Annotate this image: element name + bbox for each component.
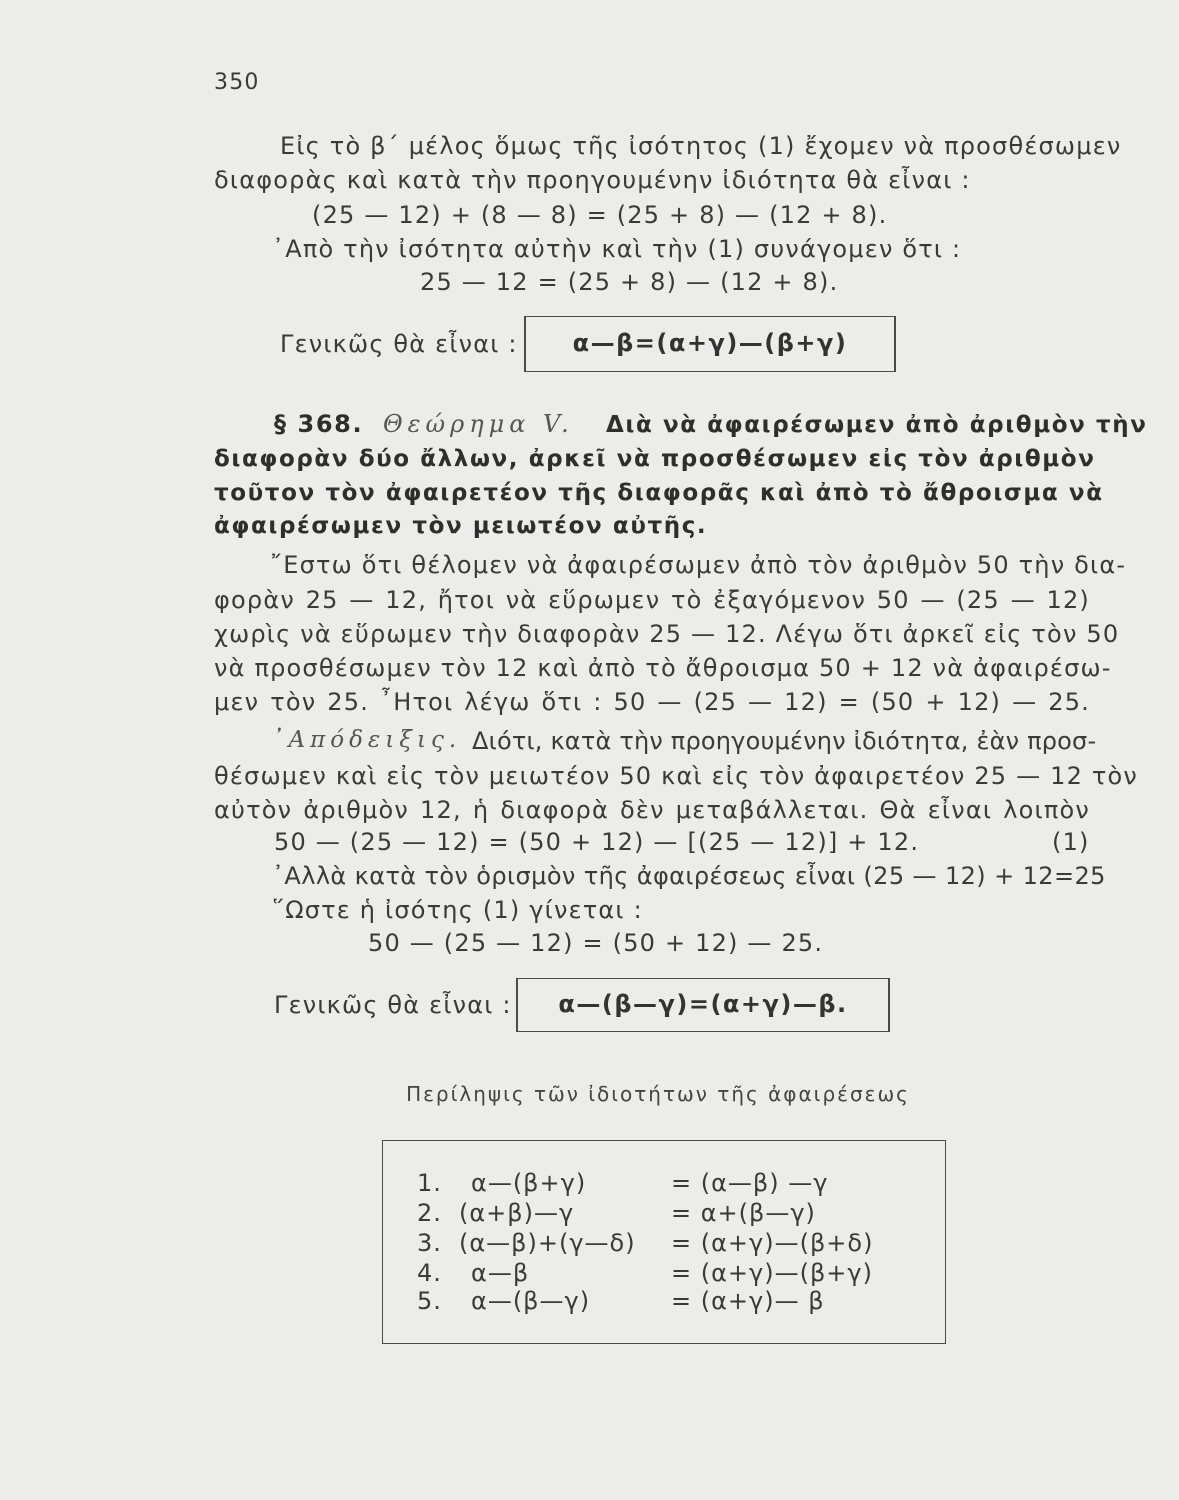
summary-row-4-left: α—β — [471, 1259, 530, 1287]
theorem-number: § 368. — [274, 410, 364, 438]
summary-row-4-num: 4. — [417, 1259, 442, 1287]
summary-row-1-num: 1. — [417, 1169, 442, 1197]
summary-row-1-left: α—(β+γ) — [471, 1169, 587, 1197]
para1-equation2: 25 — 12 = (25 + 8) — (12 + 8). — [420, 268, 839, 296]
general1-formula-box — [524, 316, 896, 372]
para2-line4: νὰ προσθέσωμεν τὸν 12 καὶ ἀπὸ τὸ ἄθροισμα 50 + 12 νὰ ἀφαιρέσω- — [214, 654, 1112, 682]
para1-equation1: (25 — 12) + (8 — 8) = (25 + 8) — (12 + 8). — [312, 201, 888, 229]
summary-row-1-right: = (α—β) —γ — [671, 1169, 829, 1197]
proof-line3: αὐτὸν ἀριθμὸν 12, ἡ διαφορὰ δὲν μεταβάλλεται. Θὰ εἶναι λοιπὸν — [214, 796, 1090, 824]
proof-label: ᾿Απόδειξις. — [272, 727, 462, 753]
summary-row-2-num: 2. — [417, 1199, 442, 1227]
para1-line1: Εἰς τὸ β΄ μέλος ὅμως τῆς ἰσότητος (1) ἔχομεν νὰ προσθέσωμεν — [280, 132, 1122, 160]
summary-row-3-left: (α—β)+(γ—δ) — [459, 1229, 636, 1257]
summary-row-4-right: = (α+γ)—(β+γ) — [671, 1259, 873, 1287]
theorem-line1: Διὰ νὰ ἀφαιρέσωμεν ἀπὸ ἀριθμὸν τὴν — [606, 412, 1148, 438]
para1-line2: διαφορὰς καὶ κατὰ τὴν προηγουμένην ἰδιότητα θὰ εἶναι : — [214, 166, 971, 194]
para2-line2: φορὰν 25 — 12, ἤτοι νὰ εὕρωμεν τὸ ἐξαγόμενον 50 — (25 — 12) — [214, 586, 1090, 614]
proof-equation2: 50 — (25 — 12) = (50 + 12) — 25. — [368, 929, 824, 957]
general2-label: Γενικῶς θὰ εἶναι : — [274, 991, 512, 1019]
general1-label: Γενικῶς θὰ εἶναι : — [280, 330, 518, 358]
summary-row-3-num: 3. — [417, 1229, 442, 1257]
theorem-line3: τοῦτον τὸν ἀφαιρετέον τῆς διαφορᾶς καὶ ἀπὸ τὸ ἄθροισμα νὰ — [214, 480, 1104, 506]
para2-line5: μεν τὸν 25. ῏Ητοι λέγω ὅτι : 50 — (25 — 12) = (50 + 12) — 25. — [214, 688, 1090, 716]
proof-equation1: 50 — (25 — 12) = (50 + 12) — [(25 — 12)] + 12. — [274, 828, 920, 856]
theorem-line2: διαφορὰν δύο ἄλλων, ἀρκεῖ νὰ προσθέσωμεν εἰς τὸν ἀριθμὸν — [214, 446, 1096, 472]
theorem-title: Θεώρημα V. — [383, 410, 574, 438]
summary-row-3-right: = (α+γ)—(β+δ) — [671, 1229, 874, 1257]
proof-line5: ῞Ωστε ἡ ἰσότης (1) γίνεται : — [272, 896, 643, 924]
summary-row-5-right: = (α+γ)— β — [671, 1287, 825, 1315]
para2-line3: χωρὶς νὰ εὕρωμεν τὴν διαφορὰν 25 — 12. Λέγω ὅτι ἀρκεῖ εἰς τὸν 50 — [214, 620, 1120, 648]
general2-formula-box — [516, 978, 890, 1032]
proof-line4: ᾿Αλλὰ κατὰ τὸν ὁρισμὸν τῆς ἀφαιρέσεως εἶναι (25 — 12) + 12=25 — [272, 862, 1106, 890]
general2-formula: α—(β—γ)=(α+γ)—β. — [558, 990, 848, 1018]
para1-line3: ᾿Απὸ τὴν ἰσότητα αὐτὴν καὶ τὴν (1) συνάγομεν ὅτι : — [272, 235, 962, 263]
summary-row-5-num: 5. — [417, 1287, 442, 1315]
proof-equation1-number: (1) — [1052, 828, 1090, 856]
para2-line1: ῎Εστω ὅτι θέλομεν νὰ ἀφαιρέσωμεν ἀπὸ τὸν ἀριθμὸν 50 τὴν δια- — [270, 551, 1127, 579]
theorem-line4: ἀφαιρέσωμεν τὸν μειωτέον αὐτῆς. — [214, 513, 708, 539]
general1-formula: α—β=(α+γ)—(β+γ) — [572, 329, 848, 357]
summary-table — [382, 1140, 946, 1344]
summary-row-2-right: = α+(β—γ) — [671, 1199, 816, 1227]
summary-row-2-left: (α+β)—γ — [459, 1199, 575, 1227]
page-number: 350 — [214, 70, 260, 95]
proof-line2: θέσωμεν καὶ εἰς τὸν μειωτέον 50 καὶ εἰς τὸν ἀφαιρετέον 25 — 12 τὸν — [214, 762, 1139, 790]
summary-row-5-left: α—(β—γ) — [471, 1287, 591, 1315]
summary-title: Περίληψις τῶν ἰδιοτήτων τῆς ἀφαιρέσεως — [406, 1082, 910, 1106]
proof-line1: Διότι, κατὰ τὴν προηγουμένην ἰδιότητα, ἐὰν προσ- — [472, 727, 1097, 755]
